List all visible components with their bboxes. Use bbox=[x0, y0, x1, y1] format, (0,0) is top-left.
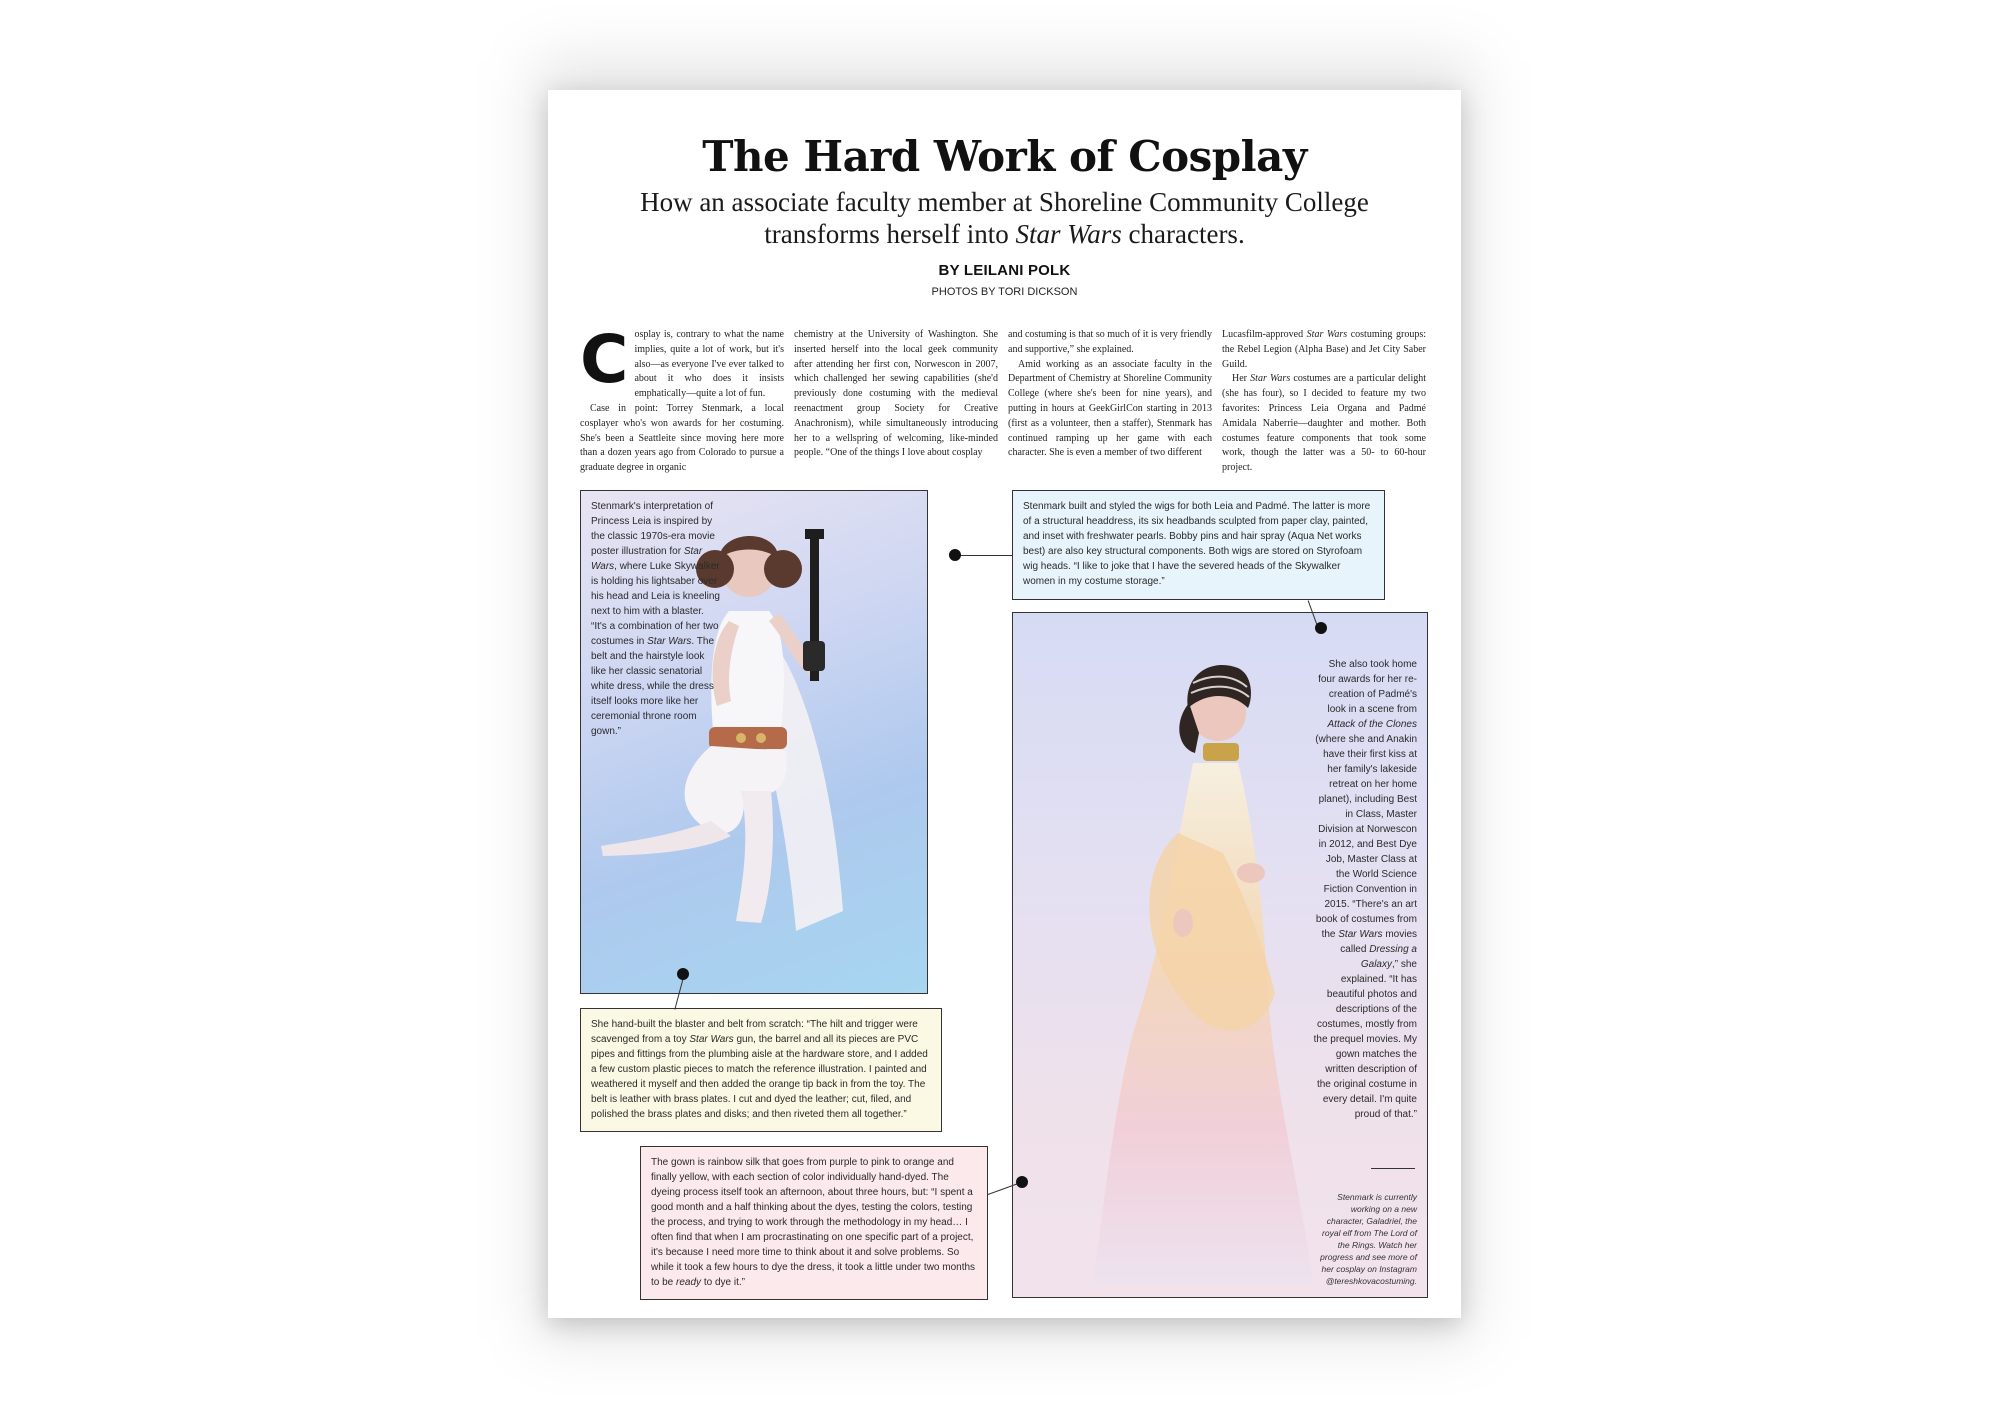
gown-leader-dot bbox=[1016, 1176, 1028, 1188]
caption-text: (where she and Anakin have their first kiss at her family's lakeside retreat on her home planet), including Best in Class, Master Division at Norwescon in 2012, and Best Dye Job, Master Class at the World Science Fiction Convention in 2015. “There's an art book of costumes from the bbox=[1315, 734, 1417, 940]
body-text: costumes are a particular delight (she has four), so I decided to feature my two favorites: Princess Leia Organa and Padmé Amidala Naberrie—daughter and mother. Both costumes feature components that took some work, though the latter was a 50- to 60-hour project. bbox=[1222, 373, 1426, 474]
caption-text: . The belt and the hairstyle look like her classic senatorial white dress, while the dress itself looks more like her ceremonial throne room gown.” bbox=[591, 636, 715, 737]
body-paragraph bbox=[1222, 372, 1426, 476]
caption-text-em: Star Wars bbox=[1338, 929, 1383, 940]
body-text: osplay is, contrary to what the name implies, quite a lot of work, but it's also—as everyone I've ever talked to about it who does it insists emphatically—quite a lot of fun. bbox=[634, 329, 784, 400]
deck-line-2-em: Star Wars bbox=[1015, 219, 1122, 249]
article-title: The Hard Work of Cosplay bbox=[702, 132, 1307, 181]
caption-text: movies called bbox=[1340, 929, 1417, 955]
body-text-em: Star Wars bbox=[1250, 373, 1291, 385]
body-column-3 bbox=[1008, 328, 1212, 476]
callout-text: gun, the barrel and all its pieces are PVC pipes and fittings from the plumbing aisle at the hardware store, and I added a few custom plastic pieces to match the reference illustration. I painted and weathered it myself and then added the orange tip back in from the toy. The belt is leather with brass plates. I cut and dyed the leather; cut, filed, and polished the brass plates and disks; and then riveted them all together.” bbox=[591, 1034, 928, 1120]
body-column-4 bbox=[1222, 328, 1426, 476]
body-paragraph: and costuming is that so much of it is very friendly and supportive,” she explained. bbox=[1008, 329, 1212, 355]
callout-text-em: ready bbox=[676, 1277, 702, 1288]
body-paragraph: Case in point: Torrey Stenmark, a local cosplayer who's won awards for her costuming. She's been a Seattleite since moving here more than a dozen years ago from Colorado to pursue a graduate degree in organic bbox=[580, 402, 784, 474]
body-paragraph bbox=[1222, 328, 1426, 372]
body-text: costuming groups: the Rebel Legion (Alpha Base) and Jet City Saber Guild. bbox=[1222, 329, 1426, 370]
wigs-callout: Stenmark built and styled the wigs for both Leia and Padmé. The latter is more of a structural headdress, its six headbands sculpted from paper clay, painted, and inset with freshwater pearls. Bobby pins and hair spray (Aqua Net works best) are also key structural components. Both wigs are stored on Styrofoam wig heads. “I like to joke that I have the severed heads of the Skywalker women in my costume storage.” bbox=[1012, 490, 1385, 600]
wigs-leader-line bbox=[955, 555, 1012, 556]
article-deck bbox=[568, 186, 1441, 250]
body-paragraph: chemistry at the University of Washington. She inserted herself into the local geek community after attending her first con, Norwescon in 2007, which challenged her sewing capabilities (she'd previously done costuming with the medieval reenactment group Society for Creative Anachronism), while simultaneously introducing her to a wellspring of welcoming, like-minded people. “One of the things I love about cosplay bbox=[794, 329, 998, 459]
padme-caption bbox=[1313, 657, 1417, 1122]
byline: BY LEILANI POLK bbox=[938, 262, 1071, 279]
caption-divider bbox=[1371, 1168, 1415, 1169]
body-column-2 bbox=[794, 328, 998, 476]
padme-photo bbox=[1012, 612, 1428, 1298]
deck-line-2-post: characters. bbox=[1121, 219, 1245, 249]
callout-text: to dye it.” bbox=[701, 1277, 745, 1288]
caption-text: Stenmark's interpretation of Princess Leia is inspired by the classic 1970s-era movie poster illustration for bbox=[591, 501, 715, 557]
caption-text-em: Attack of the Clones bbox=[1327, 719, 1417, 730]
gown-callout bbox=[640, 1146, 988, 1300]
caption-text: ,” she explained. “It has beautiful photos and descriptions of the costumes, mostly from the prequel movies. My gown matches the written description of the original costume in every detail. I'm quite proud of that.” bbox=[1313, 959, 1417, 1120]
caption-text-em: Dressing a Galaxy bbox=[1360, 944, 1417, 970]
callout-text: The gown is rainbow silk that goes from purple to pink to orange and finally yellow, with each section of color individually hand-dyed. The dyeing process itself took an afternoon, about three hours, but: “I spent a good month and a half thinking about the dyes, testing the colors, testing the process, and trying to work through the methodology in my head… I often find that when I am procrastinating on one specific part of a project, it's because I need more time to think about it and solve problems. So while it took a few hours to dye the dress, it took a little under two months to be bbox=[651, 1157, 976, 1288]
caption-text-em: Star Wars bbox=[591, 546, 703, 572]
caption-text: She also took home four awards for her re-creation of Padmé's look in a scene from bbox=[1318, 659, 1417, 715]
body-paragraph: Amid working as an associate faculty in the Department of Chemistry at Shoreline Community College (where she's been for nine years), and putting in hours at GeekGirlCon starting in 2013 (first as a volunteer, then a staffer), Stenmark has continued ramping up her game with each character. She is even a member of two different bbox=[1008, 358, 1212, 459]
leia-caption bbox=[591, 499, 721, 739]
leia-photo bbox=[580, 490, 928, 994]
padme-leader-dot bbox=[1315, 622, 1327, 634]
wigs-leader-dot bbox=[949, 549, 961, 561]
callout-text-em: Star Wars bbox=[689, 1034, 734, 1045]
body-paragraph bbox=[580, 328, 784, 402]
body-text: Her bbox=[1232, 373, 1251, 385]
blaster-callout bbox=[580, 1008, 942, 1132]
body-column-1 bbox=[580, 328, 784, 476]
body-text: Lucasfilm-approved bbox=[1222, 329, 1307, 340]
deck-line-2-pre: transforms herself into bbox=[764, 219, 1016, 249]
magazine-page bbox=[548, 90, 1461, 1318]
caption-text-em: Star Wars bbox=[647, 636, 692, 647]
body-text-em: Star Wars bbox=[1306, 329, 1348, 340]
blaster-leader-dot bbox=[677, 968, 689, 980]
deck-line-1: How an associate faculty member at Shoreline Community College bbox=[640, 187, 1369, 217]
photo-credit: PHOTOS BY TORI DICKSON bbox=[931, 286, 1078, 298]
padme-note: Stenmark is currently working on a new character, Galadriel, the royal elf from The Lord of the Rings. Watch her progress and see more of her cosplay on Instagram @tereshkovacostuming. bbox=[1320, 1192, 1417, 1286]
callout-text: She hand-built the blaster and belt from scratch: “The hilt and trigger were scavenged from a toy bbox=[591, 1019, 918, 1045]
caption-text: , where Luke Skywalker is holding his lightsaber over his head and Leia is kneeling next to him with a blaster. “It's a combination of her two costumes in bbox=[591, 561, 720, 647]
drop-cap: C bbox=[580, 328, 629, 398]
